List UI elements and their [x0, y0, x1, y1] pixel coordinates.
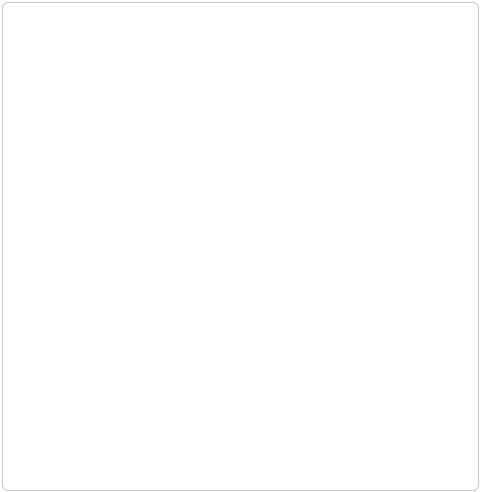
- bar-chart: [0, 0, 480, 230]
